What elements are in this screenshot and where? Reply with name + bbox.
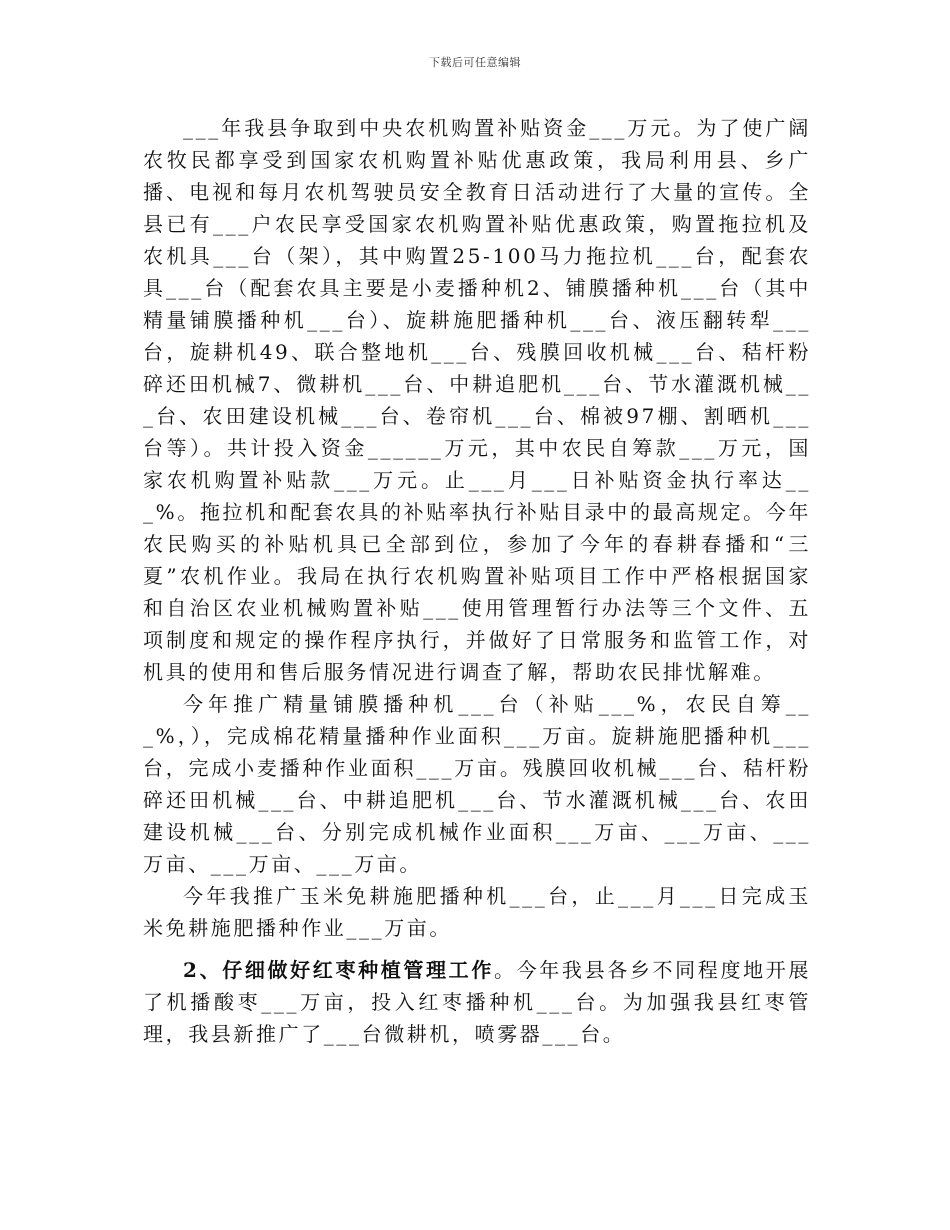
page-header: 下载后可任意编辑 xyxy=(429,56,521,69)
paragraph-machinery-promotion: 今年推广精量铺膜播种机___台（补贴___%，农民自筹___%，），完成棉花精量播种作业面积___万亩。旋耕施肥播种机___台，完成小麦播种作业面积___万亩。残膜回收机械___台、秸杆粉碎还田机械___台、中耕追肥机___台、节水灌溉机械___台、农田建设机械___台、分别完成机械作业面积___万亩、___万亩、___万亩、___万亩、___万亩。 xyxy=(143,692,811,876)
paragraph-subsidy-overview: ___年我县争取到中央农机购置补贴资金___万元。为了使广阔农牧民都享受到国家农机购置补贴优惠政策，我局利用县、乡广播、电视和每月农机驾驶员安全教育日活动进行了大量的宣传。全县已有___户农民享受国家农机购置补贴优惠政策，购置拖拉机及农机具___台（架），其中购置25-100马力拖拉机___台，配套农具___台（配套农具主要是小麦播种机2、铺膜播种机___台（其中精量铺膜播种机___台）、旋耕施肥播种机___台、液压翻转犁___台，旋耕机49、联合整地机___台、残膜回收机械___台、秸杆粉碎还田机械7、微耕机___台、中耕追肥机___台、节水灌溉机械___台、农田建设机械___台、卷帘机___台、棉被97棚、割晒机___台等）。共计投入资金______万元，其中农民自筹款___万元，国家农机购置补贴款___万元。止___月___日补贴资金执行率达___%。拖拉机和配套农具的补贴率执行补贴目录中的最高规定。今年农民购买的补贴机具已全部到位，参加了今年的春耕春播和“三夏”农机作业。我局在执行农机购置补贴项目工作中严格根据国家和自治区农业机械购置补贴___使用管理暂行办法等三个文件、五项制度和规定的操作程序执行，并做好了日常服务和监管工作，对机具的使用和售后服务情况进行调查了解，帮助农民排忧解难。 xyxy=(143,116,811,684)
paragraph-jujube-management xyxy=(143,954,811,1050)
section-heading-jujube: 2、仔细做好红枣种植管理工作 xyxy=(183,958,494,982)
paragraph-corn-no-till: 今年我推广玉米免耕施肥播种机___台，止___月___日完成玉米免耕施肥播种作业___万亩。 xyxy=(143,884,811,940)
paragraph-jujube-text: 。今年我县各乡不同程度地开展了机播酸枣___万亩，投入红枣播种机___台。为加强我县红枣管理，我县新推广了___台微耕机，喷雾器___台。 xyxy=(143,958,811,1046)
document-body xyxy=(143,112,811,1050)
